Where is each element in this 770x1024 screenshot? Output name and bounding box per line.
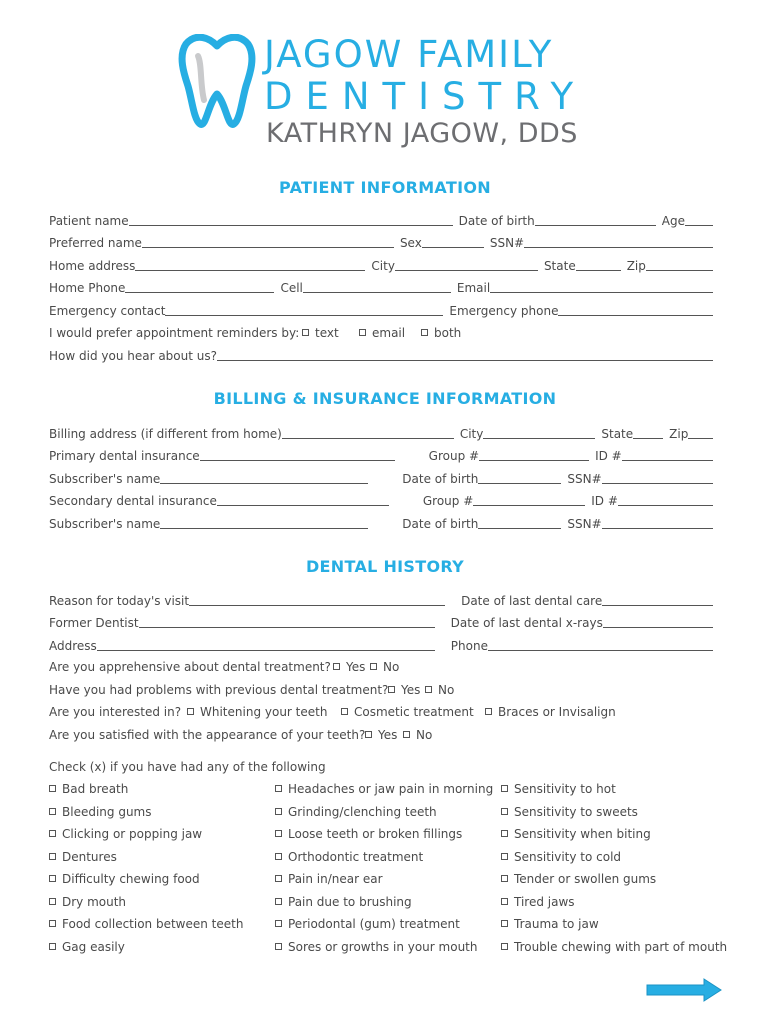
reason-field[interactable] — [189, 605, 445, 606]
checkbox[interactable] — [49, 898, 56, 905]
checkbox[interactable] — [501, 898, 508, 905]
state-label: State — [543, 259, 576, 273]
condition-item[interactable] — [275, 940, 478, 954]
condition-label: Gag easily — [62, 939, 125, 954]
checkbox[interactable] — [49, 920, 56, 927]
condition-label: Trouble chewing with part of mouth — [514, 939, 728, 954]
condition-label: Pain in/near ear — [288, 872, 383, 886]
home-phone-label: Home Phone — [49, 281, 126, 295]
subscriber-name-field[interactable] — [160, 483, 368, 484]
emergency-phone-label: Emergency phone — [449, 304, 559, 318]
home-address-label: Home address — [49, 259, 136, 273]
dob-field[interactable] — [535, 225, 656, 226]
billing-address-label: Billing address (if different from home) — [49, 427, 282, 441]
satisfied-no[interactable]: No — [403, 728, 432, 742]
checkbox[interactable] — [187, 708, 194, 715]
former-dentist-field[interactable] — [139, 627, 435, 628]
billing-state-label: State — [601, 427, 634, 441]
subscriber-dob-field[interactable] — [478, 528, 561, 529]
secondary-id-field[interactable] — [618, 505, 713, 506]
checkbox[interactable] — [501, 808, 508, 815]
checkbox[interactable] — [359, 329, 366, 336]
problems-yes[interactable]: Yes — [388, 683, 420, 697]
interest-cosmetic[interactable]: Cosmetic treatment — [341, 705, 474, 719]
checkbox[interactable] — [275, 853, 282, 860]
checkbox[interactable] — [275, 875, 282, 882]
former-dentist-label: Former Dentist — [49, 616, 139, 630]
apprehensive-question: Are you apprehensive about dental treatment? — [49, 660, 331, 674]
referral-field[interactable] — [217, 360, 713, 361]
condition-label: Dry mouth — [62, 894, 127, 909]
condition-item[interactable] — [275, 917, 460, 931]
condition-label: Periodontal (gum) treatment — [288, 917, 460, 931]
subscriber-name-label: Subscriber's name — [49, 472, 161, 486]
condition-label: Difficulty chewing food — [62, 872, 200, 886]
condition-label: Tired jaws — [514, 894, 575, 909]
checkbox[interactable] — [501, 830, 508, 837]
patient-name-row — [49, 212, 713, 228]
patient-name-label: Patient name — [49, 214, 129, 228]
checkbox[interactable] — [501, 943, 508, 950]
subscriber-ssn-label: SSN# — [567, 517, 602, 531]
age-label: Age — [661, 214, 685, 228]
billing-address-field[interactable] — [282, 438, 454, 439]
condition-item[interactable] — [501, 827, 651, 841]
home-phone-field[interactable] — [125, 292, 274, 293]
last-xrays-field[interactable] — [603, 627, 713, 628]
condition-item[interactable] — [275, 850, 423, 864]
checkbox[interactable] — [275, 898, 282, 905]
primary-id-label: ID # — [595, 449, 622, 463]
secondary-id-label: ID # — [591, 494, 618, 508]
interested-question: Are you interested in? — [49, 705, 182, 719]
subscriber-name-label: Subscriber's name — [49, 517, 161, 531]
checkbox[interactable] — [485, 708, 492, 715]
satisfied-question: Are you satisfied with the appearance of your teeth? — [49, 728, 366, 742]
email-label: Email — [456, 281, 491, 295]
satisfied-yes[interactable]: Yes — [365, 728, 397, 742]
checkbox[interactable] — [501, 875, 508, 882]
condition-item[interactable] — [49, 940, 125, 954]
subscriber-ssn-field[interactable] — [602, 528, 713, 529]
condition-item[interactable] — [501, 805, 638, 819]
dentist-phone-label: Phone — [450, 639, 488, 653]
condition-item[interactable] — [275, 782, 493, 796]
zip-label: Zip — [626, 259, 646, 273]
apprehensive-no[interactable]: No — [370, 660, 399, 674]
reminder-label: I would prefer appointment reminders by: — [49, 326, 300, 340]
condition-label: Clicking or popping jaw — [62, 827, 203, 841]
home-address-row — [49, 257, 713, 273]
condition-item[interactable] — [501, 895, 575, 909]
condition-item[interactable] — [49, 827, 202, 841]
interest-braces[interactable]: Braces or Invisalign — [485, 705, 616, 719]
condition-item[interactable] — [275, 872, 383, 886]
secondary-insurance-label: Secondary dental insurance — [49, 494, 217, 508]
condition-label: Sensitivity to sweets — [514, 804, 638, 819]
ssn-field[interactable] — [524, 247, 713, 248]
cell-field[interactable] — [303, 292, 451, 293]
condition-item[interactable] — [49, 872, 200, 886]
reason-row — [49, 592, 713, 608]
secondary-insurance-field[interactable] — [217, 505, 389, 506]
reminder-option-both[interactable]: both — [421, 326, 461, 340]
preferred-name-label: Preferred name — [49, 236, 142, 250]
ssn-label: SSN# — [489, 236, 525, 250]
emergency-row — [49, 302, 713, 318]
city-field[interactable] — [395, 270, 538, 271]
dentist-phone-field[interactable] — [488, 650, 713, 651]
practice-logo — [176, 30, 596, 155]
condition-label: Sensitivity to cold — [514, 849, 622, 864]
preferred-name-row — [49, 234, 713, 250]
condition-label: Trauma to jaw — [514, 917, 599, 931]
dentist-address-label: Address — [49, 639, 97, 653]
condition-label: Sensitivity to hot — [514, 782, 616, 796]
reminder-option-text[interactable]: text — [302, 326, 339, 340]
billing-city-field[interactable] — [483, 438, 595, 439]
reason-label: Reason for today's visit — [49, 594, 190, 608]
state-field[interactable] — [576, 270, 621, 271]
last-care-label: Date of last dental care — [461, 594, 603, 608]
arrow-right-icon[interactable] — [646, 978, 722, 1002]
checkbox[interactable] — [302, 329, 309, 336]
checkbox[interactable] — [49, 785, 56, 792]
checkbox[interactable] — [425, 686, 432, 693]
secondary-group-field[interactable] — [473, 505, 585, 506]
condition-label: Sores or growths in your mouth — [288, 939, 478, 954]
billing-zip-field[interactable] — [688, 438, 713, 439]
primary-group-field[interactable] — [479, 460, 589, 461]
condition-item[interactable] — [501, 872, 656, 886]
subscriber-ssn-label: SSN# — [567, 472, 602, 486]
condition-item[interactable] — [275, 827, 462, 841]
condition-item[interactable] — [49, 782, 128, 796]
secondary-group-label: Group # — [422, 494, 474, 508]
city-label: City — [371, 259, 395, 273]
emergency-contact-field[interactable] — [165, 315, 443, 316]
condition-item[interactable] — [275, 895, 412, 909]
referral-row — [49, 347, 713, 363]
dob-label: Date of birth — [458, 214, 535, 228]
checkbox[interactable] — [421, 329, 428, 336]
checkbox[interactable] — [370, 663, 377, 670]
condition-item[interactable] — [49, 850, 117, 864]
subscriber-row-1 — [49, 470, 713, 486]
subscriber-dob-field[interactable] — [478, 483, 561, 484]
condition-label: Dentures — [62, 849, 117, 864]
former-dentist-row — [49, 614, 713, 630]
condition-label: Grinding/clenching teeth — [288, 804, 437, 819]
problems-no[interactable]: No — [425, 683, 454, 697]
billing-zip-label: Zip — [669, 427, 689, 441]
checkbox[interactable] — [49, 875, 56, 882]
condition-label: Loose teeth or broken fillings — [288, 827, 463, 841]
subscriber-ssn-field[interactable] — [602, 483, 713, 484]
zip-field[interactable] — [646, 270, 713, 271]
condition-item[interactable] — [501, 782, 616, 796]
email-field[interactable] — [490, 292, 713, 293]
logo-line-1: JAGOW FAMILY — [264, 33, 554, 76]
subscriber-dob-label: Date of birth — [402, 517, 479, 531]
checklist-intro: Check (x) if you have had any of the following — [49, 760, 326, 774]
dentist-address-row — [49, 637, 713, 653]
subscriber-dob-label: Date of birth — [402, 472, 479, 486]
checkbox[interactable] — [403, 731, 410, 738]
checkbox[interactable] — [275, 920, 282, 927]
condition-label: Headaches or jaw pain in morning — [288, 782, 494, 796]
dentist-address-field[interactable] — [97, 650, 435, 651]
logo-line-2: DENTISTRY — [264, 75, 587, 118]
emergency-contact-label: Emergency contact — [49, 304, 166, 318]
condition-label: Bleeding gums — [62, 804, 152, 819]
primary-group-label: Group # — [428, 449, 480, 463]
checkbox[interactable] — [501, 920, 508, 927]
checkbox[interactable] — [501, 785, 508, 792]
subscriber-name-field[interactable] — [160, 528, 368, 529]
condition-label: Bad breath — [62, 782, 129, 796]
condition-item[interactable] — [49, 805, 151, 819]
last-xrays-label: Date of last dental x-rays — [450, 616, 603, 630]
problems-question: Have you had problems with previous dental treatment? — [49, 683, 389, 697]
emergency-phone-field[interactable] — [558, 315, 713, 316]
condition-item[interactable] — [275, 805, 437, 819]
secondary-insurance-row — [49, 492, 713, 508]
section-title-dental: DENTAL HISTORY — [305, 557, 465, 576]
reminder-option-email[interactable]: email — [359, 326, 405, 340]
condition-item[interactable] — [501, 850, 621, 864]
subscriber-row-2 — [49, 515, 713, 531]
referral-label: How did you hear about us? — [49, 349, 217, 363]
checkbox[interactable] — [341, 708, 348, 715]
checkbox[interactable] — [275, 808, 282, 815]
checkbox[interactable] — [333, 663, 340, 670]
phone-row — [49, 279, 713, 295]
condition-item[interactable] — [49, 917, 243, 931]
primary-insurance-row — [49, 447, 713, 463]
sex-field[interactable] — [422, 247, 484, 248]
billing-city-label: City — [459, 427, 484, 441]
logo-doctor-name: KATHRYN JAGOW, DDS — [266, 118, 578, 149]
condition-label: Orthodontic treatment — [288, 849, 424, 864]
billing-address-row — [49, 425, 713, 441]
tooth-icon — [176, 34, 258, 130]
home-address-field[interactable] — [135, 270, 365, 271]
section-title-billing: BILLING & INSURANCE INFORMATION — [213, 389, 557, 408]
patient-name-field[interactable] — [129, 225, 453, 226]
checkbox[interactable] — [275, 785, 282, 792]
condition-label: Pain due to brushing — [288, 894, 412, 909]
condition-label: Food collection between teeth — [62, 917, 244, 931]
primary-insurance-field[interactable] — [200, 460, 395, 461]
cell-label: Cell — [280, 281, 303, 295]
primary-id-field[interactable] — [622, 460, 713, 461]
checkbox[interactable] — [49, 943, 56, 950]
preferred-name-field[interactable] — [142, 247, 394, 248]
condition-item[interactable] — [501, 917, 599, 931]
primary-insurance-label: Primary dental insurance — [49, 449, 200, 463]
checkbox[interactable] — [275, 943, 282, 950]
apprehensive-yes[interactable]: Yes — [333, 660, 365, 674]
checkbox[interactable] — [49, 808, 56, 815]
condition-label: Tender or swollen gums — [514, 872, 657, 886]
checkbox[interactable] — [49, 853, 56, 860]
billing-state-field[interactable] — [633, 438, 663, 439]
section-title-patient: PATIENT INFORMATION — [279, 178, 491, 197]
checkbox[interactable] — [501, 853, 508, 860]
sex-label: Sex — [399, 236, 422, 250]
checkbox[interactable] — [49, 830, 56, 837]
condition-label: Sensitivity when biting — [514, 827, 651, 841]
checkbox[interactable] — [388, 686, 395, 693]
checkbox[interactable] — [365, 731, 372, 738]
age-field[interactable] — [685, 225, 713, 226]
checkbox[interactable] — [275, 830, 282, 837]
interest-whitening[interactable]: Whitening your teeth — [187, 705, 327, 719]
last-care-field[interactable] — [602, 605, 713, 606]
condition-item[interactable] — [49, 895, 126, 909]
condition-item[interactable] — [501, 940, 727, 954]
